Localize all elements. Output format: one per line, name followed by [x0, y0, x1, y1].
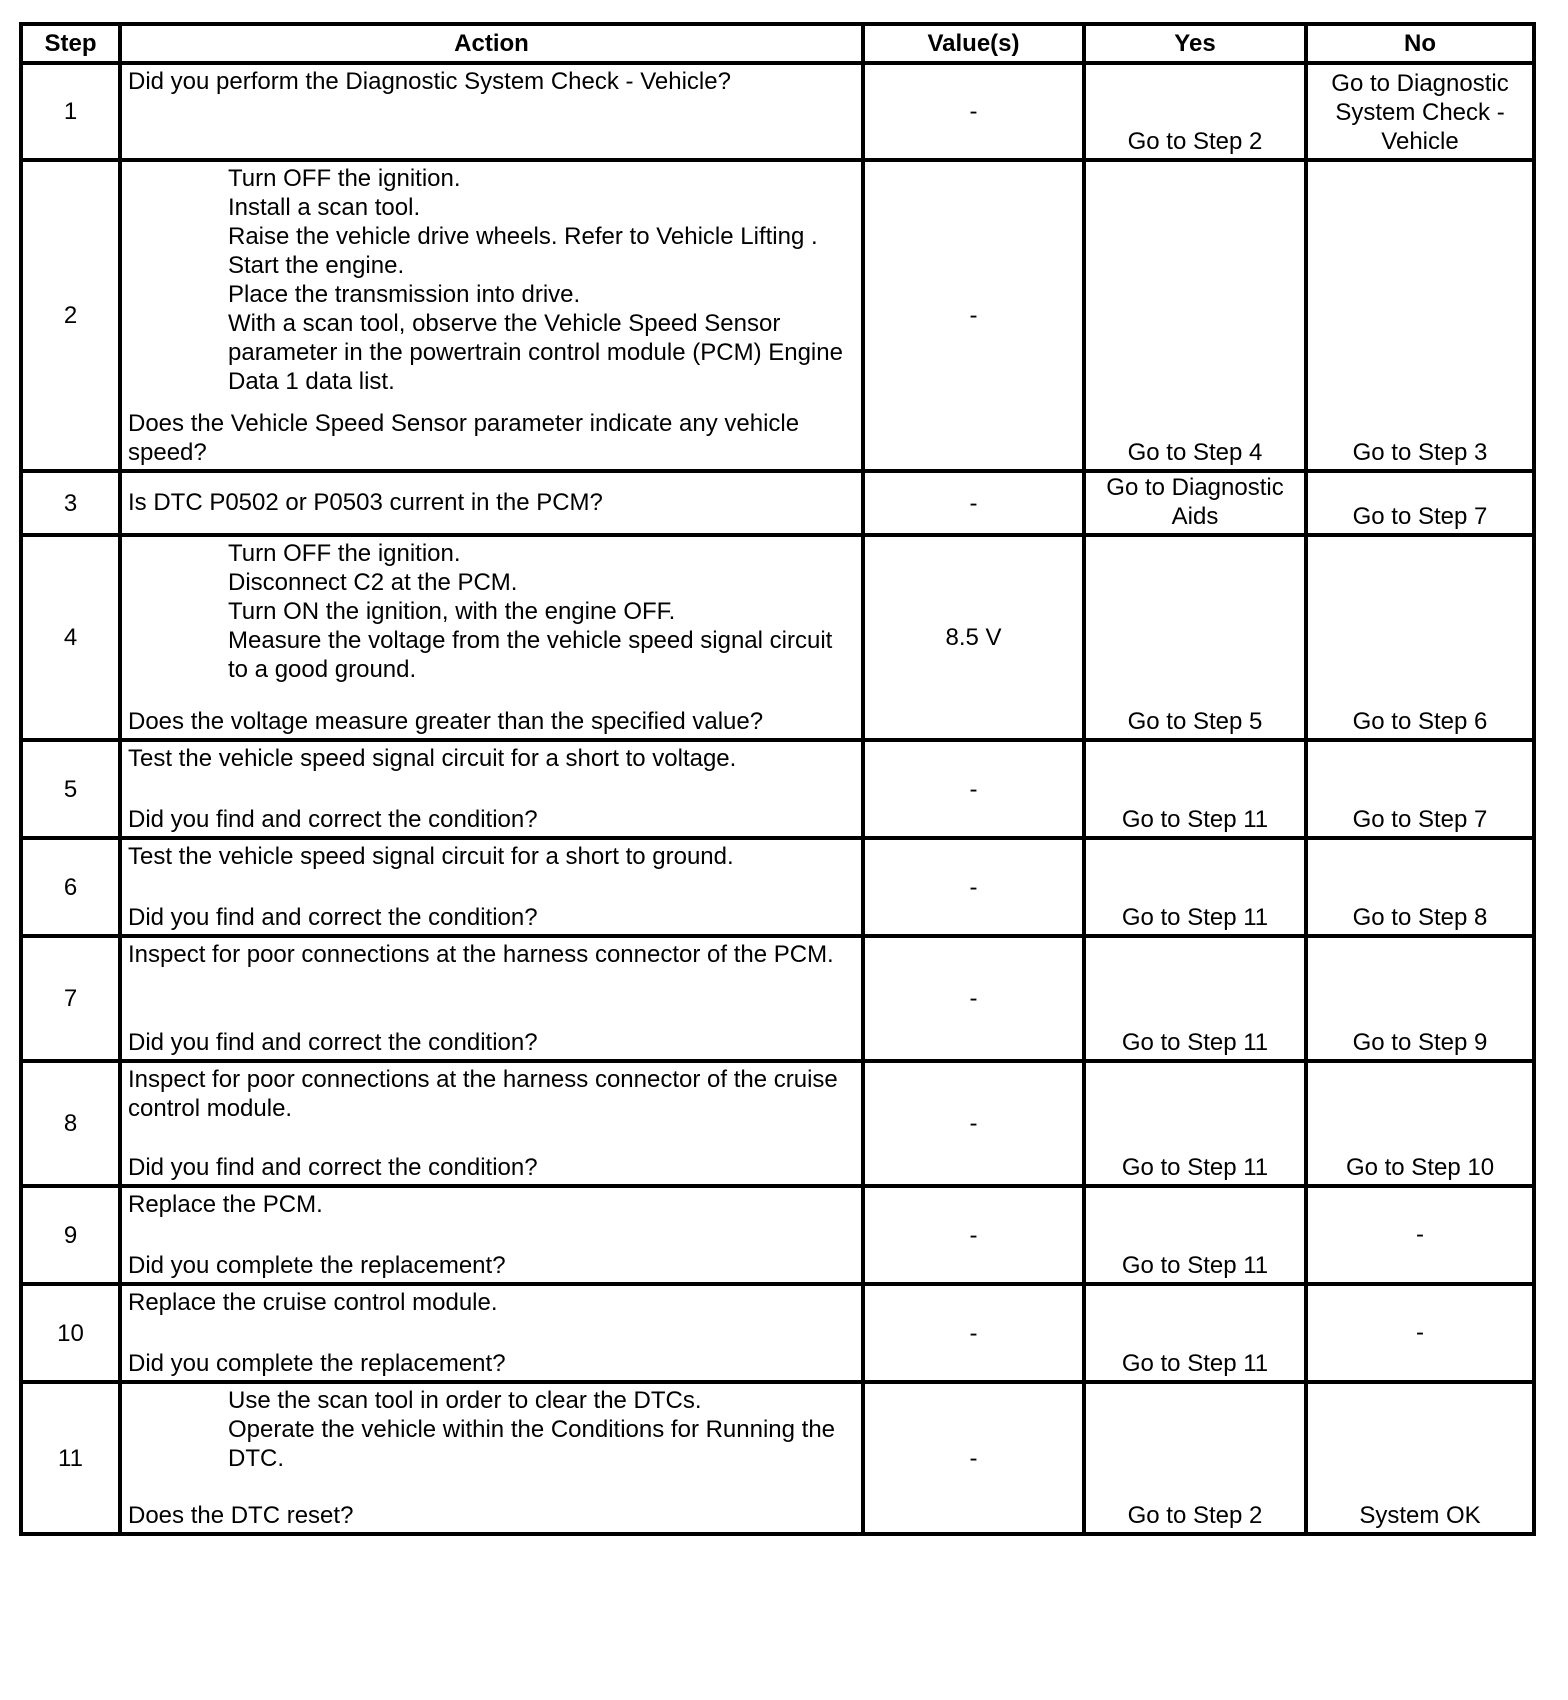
table-row [21, 63, 1534, 160]
action-cell [120, 936, 863, 1061]
value-cell: - [863, 936, 1084, 1061]
action-instructions [128, 940, 855, 969]
action-instruction-line: Replace the PCM. [128, 1191, 323, 1218]
yes-cell: Go to Step 11 [1084, 1284, 1306, 1382]
action-question: Did you find and correct the condition? [128, 1154, 538, 1181]
step-number: 5 [21, 740, 120, 838]
action-instruction-line: Raise the vehicle drive wheels. Refer to Vehicle Lifting . [228, 223, 818, 250]
action-instructions [128, 1190, 855, 1219]
action-cell [120, 740, 863, 838]
action-instruction-line: Turn OFF the ignition. [228, 540, 461, 567]
table-row [21, 1382, 1534, 1534]
no-cell: Go to Step 6 [1306, 535, 1534, 740]
no-cell: Go to Step 9 [1306, 936, 1534, 1061]
action-question: Does the voltage measure greater than the specified value? [128, 708, 764, 735]
table-row [21, 471, 1534, 535]
no-cell: Go to Step 7 [1306, 471, 1534, 535]
action-instructions [128, 842, 855, 871]
action-question: Did you complete the replacement? [128, 1350, 506, 1377]
table-row [21, 1186, 1534, 1284]
action-instruction-line: Inspect for poor connections at the harness connector of the PCM. [128, 941, 834, 968]
table-row [21, 535, 1534, 740]
header-step: Step [21, 24, 120, 63]
action-instructions [128, 1065, 855, 1123]
no-cell: - [1306, 1186, 1534, 1284]
action-instruction-line: Test the vehicle speed signal circuit for a short to ground. [128, 843, 734, 870]
action-question: Does the Vehicle Speed Sensor parameter indicate any vehicle speed? [128, 410, 800, 466]
step-number: 9 [21, 1186, 120, 1284]
yes-cell: Go to Step 11 [1084, 1061, 1306, 1186]
action-cell [120, 160, 863, 471]
action-instruction-line: Turn ON the ignition, with the engine OFF. [228, 598, 676, 625]
action-instructions [128, 1288, 855, 1317]
step-number: 1 [21, 63, 120, 160]
table-row [21, 740, 1534, 838]
action-instruction-line: Measure the voltage from the vehicle speed signal circuit to a good ground. [228, 627, 833, 683]
action-question: Did you complete the replacement? [128, 1252, 506, 1279]
yes-cell: Go to Step 4 [1084, 160, 1306, 471]
action-instructions [128, 744, 855, 773]
no-cell: Go to Step 10 [1306, 1061, 1534, 1186]
action-cell [120, 1382, 863, 1534]
value-cell: - [863, 1186, 1084, 1284]
action-cell [120, 63, 863, 160]
action-question: Did you find and correct the condition? [128, 1029, 538, 1056]
value-cell: - [863, 1284, 1084, 1382]
value-cell: 8.5 V [863, 535, 1084, 740]
yes-cell: Go to Step 11 [1084, 838, 1306, 936]
table-row [21, 936, 1534, 1061]
header-action: Action [120, 24, 863, 63]
action-cell [120, 1284, 863, 1382]
header-row [21, 24, 1534, 63]
action-instruction-line: Place the transmission into drive. [228, 281, 581, 308]
action-cell [120, 1186, 863, 1284]
action-instructions [128, 539, 855, 684]
diagnostic-table [19, 22, 1536, 1536]
yes-cell: Go to Step 11 [1084, 740, 1306, 838]
header-yes: Yes [1084, 24, 1306, 63]
yes-cell: Go to Step 2 [1084, 1382, 1306, 1534]
no-cell: System OK [1306, 1382, 1534, 1534]
header-values: Value(s) [863, 24, 1084, 63]
step-number: 10 [21, 1284, 120, 1382]
no-cell: Go to Step 3 [1306, 160, 1534, 471]
action-cell [120, 838, 863, 936]
action-instruction-line: Test the vehicle speed signal circuit for a short to voltage. [128, 745, 737, 772]
table-row [21, 1061, 1534, 1186]
step-number: 6 [21, 838, 120, 936]
step-number: 8 [21, 1061, 120, 1186]
action-question: Did you find and correct the condition? [128, 904, 538, 931]
table-row [21, 838, 1534, 936]
action-instruction-line: Use the scan tool in order to clear the DTCs. [228, 1387, 702, 1414]
table-row [21, 1284, 1534, 1382]
value-cell: - [863, 471, 1084, 535]
step-number: 11 [21, 1382, 120, 1534]
value-cell: - [863, 1061, 1084, 1186]
action-instruction-line: Start the engine. [228, 252, 405, 279]
action-cell [120, 1061, 863, 1186]
action-instructions [128, 164, 855, 396]
action-instruction-line: Turn OFF the ignition. [228, 165, 461, 192]
action-instruction-line: Install a scan tool. [228, 194, 421, 221]
action-instruction-line: Replace the cruise control module. [128, 1289, 498, 1316]
action-question: Does the DTC reset? [128, 1502, 354, 1529]
yes-cell: Go to Step 11 [1084, 1186, 1306, 1284]
no-cell: Go to Step 7 [1306, 740, 1534, 838]
step-number: 4 [21, 535, 120, 740]
action-instructions [128, 1386, 855, 1473]
value-cell: - [863, 740, 1084, 838]
no-cell: Go to Diagnostic System Check - Vehicle [1306, 63, 1534, 160]
header-no: No [1306, 24, 1534, 63]
action-question: Did you find and correct the condition? [128, 806, 538, 833]
action-question: Did you perform the Diagnostic System Check - Vehicle? [128, 68, 731, 95]
table-row [21, 160, 1534, 471]
action-instruction-line: Disconnect C2 at the PCM. [228, 569, 518, 596]
step-number: 7 [21, 936, 120, 1061]
action-cell [120, 535, 863, 740]
action-instruction-line: Operate the vehicle within the Conditions for Running the DTC. [228, 1416, 836, 1472]
action-question: Is DTC P0502 or P0503 current in the PCM? [128, 489, 603, 516]
action-instruction-line: Inspect for poor connections at the harness connector of the cruise control module. [128, 1066, 838, 1122]
value-cell: - [863, 160, 1084, 471]
no-cell: - [1306, 1284, 1534, 1382]
no-cell: Go to Step 8 [1306, 838, 1534, 936]
yes-cell: Go to Diagnostic Aids [1084, 471, 1306, 535]
value-cell: - [863, 838, 1084, 936]
yes-cell: Go to Step 11 [1084, 936, 1306, 1061]
value-cell: - [863, 63, 1084, 160]
step-number: 2 [21, 160, 120, 471]
action-cell [120, 471, 863, 535]
action-instruction-line: With a scan tool, observe the Vehicle Speed Sensor parameter in the powertrain control module (PCM) Engine Data 1 data list. [228, 310, 843, 395]
yes-cell: Go to Step 5 [1084, 535, 1306, 740]
value-cell: - [863, 1382, 1084, 1534]
step-number: 3 [21, 471, 120, 535]
yes-cell: Go to Step 2 [1084, 63, 1306, 160]
